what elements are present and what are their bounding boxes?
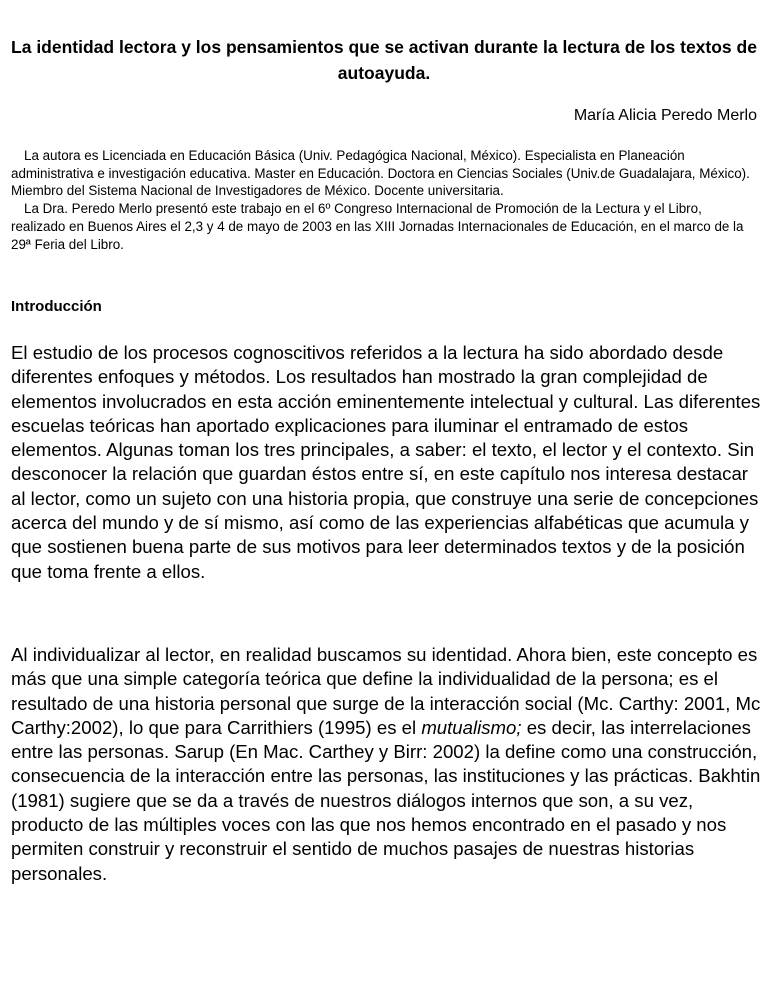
bio-paragraph-presentation: La Dra. Peredo Merlo presentó este trabajo en el 6º Congreso Internacional de Promoción de la Lectura y el Libro, realizado en Buenos Aires el 2,3 y 4 de mayo de 2003 en las XIII Jornadas Internacionales de Educación, en el marco de la 29ª Feria del Libro. <box>11 201 744 252</box>
section-heading: Introducción <box>11 298 102 315</box>
paragraph-2-text <box>11 643 761 886</box>
author-bio <box>11 147 756 253</box>
bio-paragraph-credentials: La autora es Licenciada en Educación Básica (Univ. Pedagógica Nacional, México). Especialista en Planeación administrativa e investigación educativa. Master en Educación. Doctora en Ciencias Sociales (Univ.de Guadalajara, México). Miembro del Sistema Nacional de Investigadores de México. Docente universitaria. <box>11 148 750 199</box>
paragraph-2-emphasis: mutualismo; <box>421 716 522 738</box>
paragraph-2-text-end: es decir, las interrelaciones entre las personas. Sarup (En Mac. Carthey y Birr: 2002) la define como una construcción, consecuencia de la interacción entre las personas, las instituciones y las prácticas. Bakhtin (1981) sugiere que se da a través de nuestros diálogos internos que son, a su vez, producto de las múltiples voces con las que nos hemos encontrado en el pasado y nos permiten construir y reconstruir el sentido de muchos pasajes de nuestras historias personales. <box>11 716 761 884</box>
document-title: La identidad lectora y los pensamientos que se activan durante la lectura de los textos de autoayuda. <box>11 37 757 83</box>
paragraph-1-text: El estudio de los procesos cognoscitivos referidos a la lectura ha sido abordado desde diferentes enfoques y métodos. Los resultados han mostrado la gran complejidad de elementos involucrados en esta acción eminentemente intelectual y cultural. Las diferentes escuelas teóricas han aportado explicaciones para iluminar el entramado de estos elementos. Algunas toman los tres principales, a saber: el texto, el lector y el contexto. Sin desconocer la relación que guardan éstos entre sí, en este capítulo nos interesa destacar al lector, como un sujeto con una historia propia, que construye una serie de concepciones acerca del mundo y de sí mismo, así como de las experiencias alfabéticas que acumula y que sostienen buena parte de sus motivos para leer determinados textos y de la posición que toma frente a ellos. <box>11 342 761 582</box>
paragraph-2-text-start: Al individualizar al lector, en realidad buscamos su identidad. Ahora bien, este concepto es más que una simple categoría teórica que define la individualidad de la persona; es el resultado de una historia personal que surge de la interacción social (Mc. Carthy: 2001, Mc Carthy:2002), lo que para Carrithiers (1995) es el <box>11 644 761 738</box>
body-paragraph-2 <box>11 643 761 886</box>
author-name: María Alicia Peredo Merlo <box>573 107 757 124</box>
body-paragraph-1 <box>11 341 761 584</box>
